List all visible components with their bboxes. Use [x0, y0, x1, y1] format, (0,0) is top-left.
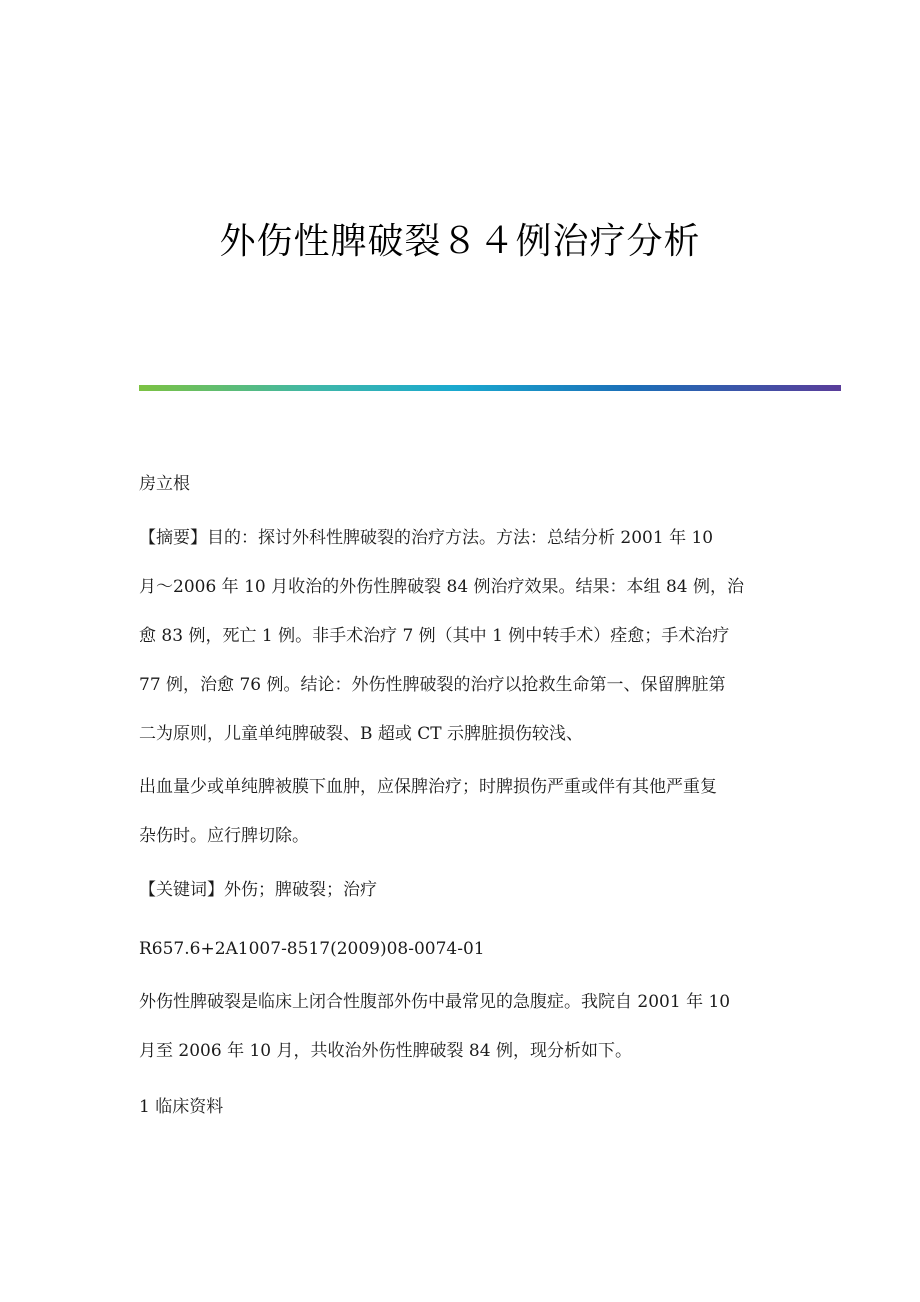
- abstract-line: 77 例，治愈 76 例。结论：外伤性脾破裂的治疗以抢救生命第一、保留脾脏第: [139, 675, 726, 695]
- abstract-continuation: [139, 763, 779, 861]
- intro-paragraph: [139, 978, 779, 1076]
- abstract-paragraph: [139, 514, 779, 759]
- abstract-line: 【摘要】目的：探讨外科性脾破裂的治疗方法。方法：总结分析 2001 年 10: [139, 528, 714, 548]
- abstract-line: 二为原则，儿童单纯脾破裂、B 超或 CT 示脾脏损伤较浅、: [139, 724, 584, 744]
- abstract-line: 出血量少或单纯脾被膜下血肿，应保脾治疗；时脾损伤严重或伴有其他严重复: [139, 777, 717, 797]
- title-divider: [139, 385, 841, 391]
- intro-line: 月至 2006 年 10 月，共收治外伤性脾破裂 84 例，现分析如下。: [139, 1041, 632, 1061]
- classification-code: R657.6+2A1007-8517(2009)08-0074-01: [139, 939, 485, 959]
- section-heading: 1 临床资料: [139, 1097, 224, 1117]
- intro-line: 外伤性脾破裂是临床上闭合性腹部外伤中最常见的急腹症。我院自 2001 年 10: [139, 992, 731, 1012]
- abstract-line: 月～2006 年 10 月收治的外伤性脾破裂 84 例治疗效果。结果：本组 84 例，治: [139, 577, 744, 597]
- keywords: 【关键词】外伤；脾破裂；治疗: [139, 880, 377, 900]
- abstract-line: 愈 83 例，死亡 1 例。非手术治疗 7 例（其中 1 例中转手术）痊愈；手术治疗: [139, 626, 730, 646]
- document-title: 外伤性脾破裂８４例治疗分析: [219, 221, 701, 262]
- abstract-line: 杂伤时。应行脾切除。: [139, 826, 309, 846]
- author-name: 房立根: [139, 474, 190, 494]
